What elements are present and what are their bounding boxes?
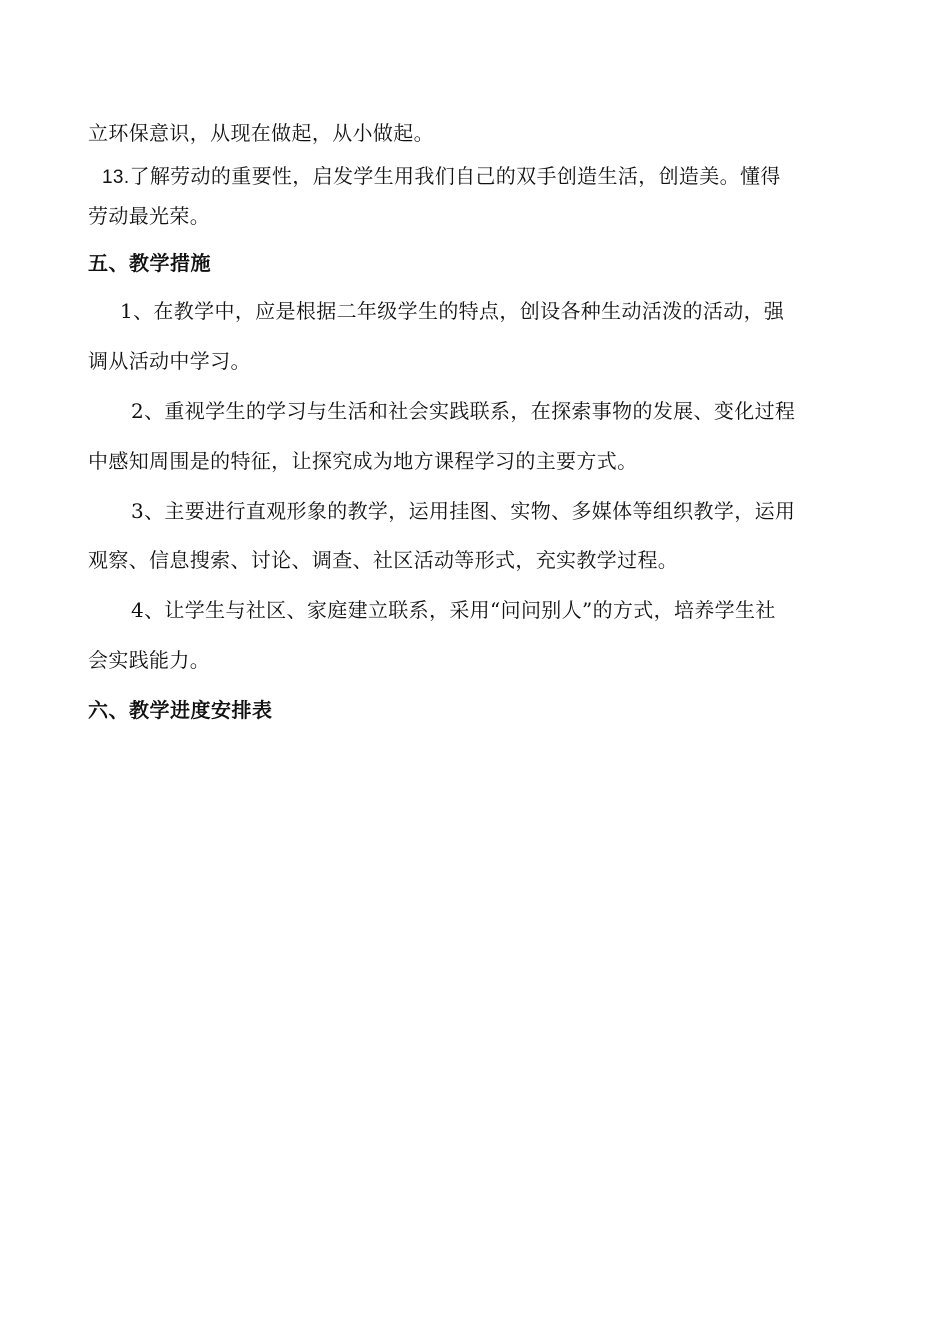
item-13-number: 13. <box>102 167 130 188</box>
item-13-line-1 <box>102 162 882 192</box>
measure-4-line-2: 会实践能力。 <box>88 648 211 672</box>
section-6-heading: 六、教学进度安排表 <box>88 698 273 722</box>
measure-2-line-2: 中感知周围是的特征，让探究成为地方课程学习的主要方式。 <box>88 449 638 473</box>
measure-3-line-2: 观察、信息搜索、讨论、调查、社区活动等形式，充实教学过程。 <box>88 548 679 572</box>
continuation-line: 立环保意识，从现在做起，从小做起。 <box>88 121 434 145</box>
measure-1-line-2: 调从活动中学习。 <box>88 349 251 373</box>
measure-1-line-1: 1、在教学中，应是根据二年级学生的特点，创设各种生动活泼的活动，强 <box>120 299 785 323</box>
item-13-text: 了解劳动的重要性，启发学生用我们自己的双手创造生活，创造美。懂得 <box>129 164 781 188</box>
measure-3-line-1: 3、主要进行直观形象的教学，运用挂图、实物、多媒体等组织教学，运用 <box>131 499 796 523</box>
item-13-line-2: 劳动最光荣。 <box>88 204 211 228</box>
measure-2-line-1: 2、重视学生的学习与生活和社会实践联系，在探索事物的发展、变化过程 <box>131 399 796 423</box>
section-5-heading: 五、教学措施 <box>88 251 211 275</box>
measure-4-line-1: 4、让学生与社区、家庭建立联系，采用“问问别人”的方式，培养学生社 <box>131 598 776 622</box>
